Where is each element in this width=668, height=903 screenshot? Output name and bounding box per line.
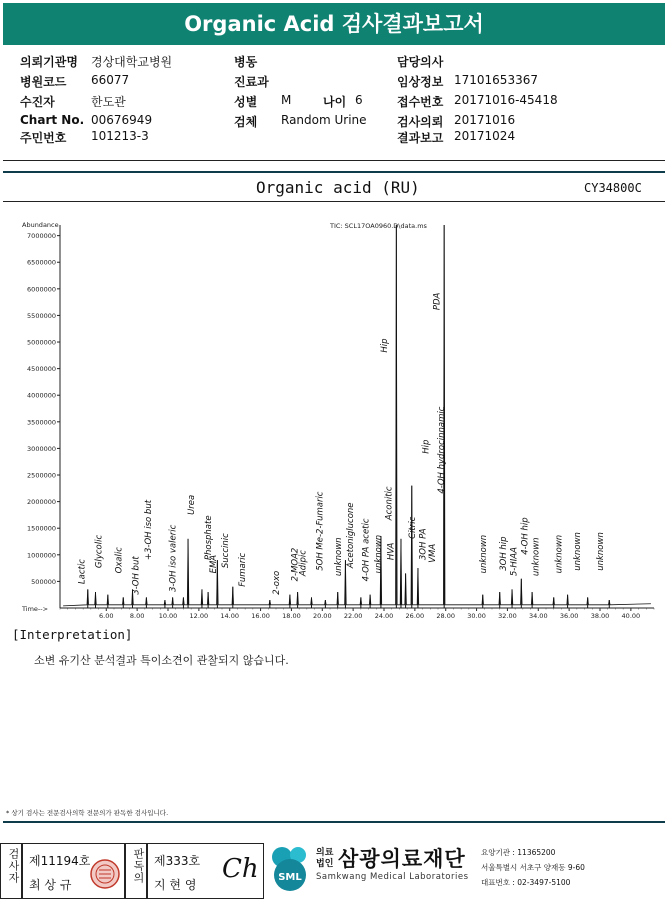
peak-annotation: HVA xyxy=(386,542,397,561)
peak-annotation: Urea xyxy=(187,494,198,515)
patient-field-label: 병원코드 xyxy=(20,75,67,89)
x-tick-label: 38.00 xyxy=(590,612,610,620)
x-tick-label: 34.00 xyxy=(528,612,548,620)
chromatogram-chart xyxy=(0,215,668,620)
peak-annotation: 4-OH hydrocinnamic xyxy=(437,406,448,494)
y-tick-label: 2000000 xyxy=(27,498,56,507)
examiner-license: 제11194호 xyxy=(29,854,91,868)
x-axis-label: Time--> xyxy=(22,605,49,613)
report-heading: Organic acid (RU) xyxy=(256,178,420,197)
patient-field-label: 담당의사 xyxy=(397,55,444,69)
y-tick-label: 4000000 xyxy=(27,391,56,400)
x-tick-label: 32.00 xyxy=(498,612,517,620)
lab-prefix-line2: 법인 xyxy=(316,859,334,869)
lab-prefix xyxy=(316,848,333,870)
divider xyxy=(3,821,665,823)
peak-annotation: Adipic xyxy=(298,550,309,577)
x-tick-label: 22.00 xyxy=(343,612,363,620)
patient-field-label: 성별 xyxy=(234,95,258,109)
lab-info-phone: 대표번호 : 02-3497-5100 xyxy=(481,878,571,887)
patient-field-value: M xyxy=(281,93,292,107)
y-tick-label: 500000 xyxy=(31,577,56,586)
peak-annotation: Oxalic xyxy=(114,547,125,574)
peak-annotation: Hip xyxy=(380,338,391,353)
patient-field-value: 00676949 xyxy=(91,113,153,127)
y-tick-label: 3000000 xyxy=(27,444,56,453)
patient-field-value: Random Urine xyxy=(281,113,367,127)
peak-annotation: PDA xyxy=(432,292,443,311)
y-tick-label: 4500000 xyxy=(27,365,56,374)
divider xyxy=(3,171,665,173)
peak-annotation: unknown xyxy=(478,534,489,574)
peak-annotation: 5-HIAA xyxy=(509,547,520,577)
x-tick-label: 40.00 xyxy=(621,612,641,620)
patient-field-label: 진료과 xyxy=(234,75,269,89)
reviewer-label: 판독의 xyxy=(132,848,145,884)
peak-annotation: Succinic xyxy=(221,533,232,569)
patient-field-label: Chart No. xyxy=(20,113,85,127)
peak-annotation: Citric xyxy=(407,516,418,539)
y-tick-label: 6000000 xyxy=(27,285,56,294)
y-tick-label: 6500000 xyxy=(27,258,56,267)
peak-annotation: Lactic xyxy=(77,559,88,585)
reviewer-label-cell xyxy=(125,843,147,899)
peak-annotation: Aconitic xyxy=(384,486,395,521)
reviewer-name: 지 현 영 xyxy=(154,878,197,892)
examiner-seal-stamp xyxy=(89,858,121,890)
patient-field-label: 임상정보 xyxy=(397,75,444,89)
patient-field-label: 의뢰기관명 xyxy=(20,55,78,69)
interpretation-title: [Interpretation] xyxy=(12,627,133,642)
peak-annotation: unknown xyxy=(572,532,583,571)
patient-field-label: 수진자 xyxy=(20,95,55,109)
patient-field-value: 20171016-45418 xyxy=(454,93,558,107)
peak-annotation: unknown xyxy=(531,537,542,577)
lab-name: 삼광의료재단 xyxy=(338,847,466,871)
patient-field-value: 한도관 xyxy=(91,95,126,109)
age-label: 나이 xyxy=(323,95,347,109)
y-tick-label: 2500000 xyxy=(27,471,56,480)
patient-field-value: 경상대학교병원 xyxy=(91,55,173,69)
x-tick-label: 18.00 xyxy=(282,612,301,620)
reviewer-signature: Ch xyxy=(222,854,259,884)
x-tick-label: 20.00 xyxy=(312,612,332,620)
x-tick-label: 6.00 xyxy=(99,612,114,620)
peak-annotation: 3-OH iso valeric xyxy=(168,524,179,593)
peak-annotation: 3-OH but xyxy=(131,556,142,595)
peak-annotation: Acetoniglucone xyxy=(346,502,357,569)
peak-annotation: 5OH Me-2-Fumaric xyxy=(315,491,326,571)
y-tick-label: 5500000 xyxy=(27,311,56,320)
x-tick-label: 16.00 xyxy=(251,612,270,620)
patient-field-label: 검체 xyxy=(234,115,258,129)
peak-annotation: 3OH PA xyxy=(418,528,429,561)
peak-annotation: 2-oxo xyxy=(272,570,283,595)
patient-field-label: 병동 xyxy=(234,55,258,69)
lab-prefix-line1: 의료 xyxy=(316,848,334,858)
peak-annotation: Hip xyxy=(421,439,432,454)
y-tick-label: 5000000 xyxy=(27,338,56,347)
peak-annotation: Glycolic xyxy=(94,534,105,569)
lab-info-address: 서울특별시 서초구 양재동 9-60 xyxy=(481,863,585,872)
peak-annotation: unknown xyxy=(596,532,607,571)
patient-field-value: 66077 xyxy=(91,73,130,87)
x-tick-label: 10.00 xyxy=(158,612,178,620)
examiner-info-cell xyxy=(22,843,125,899)
x-tick-label: 30.00 xyxy=(467,612,486,620)
y-axis-label: Abundance xyxy=(22,221,59,229)
x-tick-label: 12.00 xyxy=(189,612,209,620)
patient-field-label: 접수번호 xyxy=(397,95,444,109)
examiner-name: 최 상 규 xyxy=(29,878,72,892)
examiner-label-cell xyxy=(0,843,22,899)
age-value: 6 xyxy=(355,93,363,107)
divider xyxy=(3,160,665,161)
interpretation-text: 소변 유기산 분석결과 특이소견이 관찰되지 않습니다. xyxy=(34,654,289,667)
peak-annotation: VMA xyxy=(427,543,438,563)
patient-field-value: 20171024 xyxy=(454,129,516,143)
x-tick-label: 24.00 xyxy=(374,612,394,620)
reviewer-info-cell xyxy=(147,843,264,899)
peak-annotation: unknown xyxy=(373,534,384,574)
patient-field-label: 검사의뢰 xyxy=(397,115,444,129)
lab-name-english: Samkwang Medical Laboratories xyxy=(316,872,469,882)
peak-annotation: 2-MOA2 xyxy=(290,547,301,582)
peak-annotation: Phosphate xyxy=(204,515,215,561)
patient-field-value: 101213-3 xyxy=(91,129,149,143)
sml-logo xyxy=(266,843,316,893)
report-title: Organic Acid 검사결과보고서 xyxy=(3,3,665,45)
peak-annotation: 3OH hip xyxy=(498,536,509,571)
peak-annotation: EMA xyxy=(208,554,219,574)
report-code: CY34800C xyxy=(584,181,642,195)
y-tick-label: 1500000 xyxy=(27,524,56,533)
patient-field-value: 17101653367 xyxy=(454,73,538,87)
divider xyxy=(3,201,665,202)
patient-field-value: 20171016 xyxy=(454,113,516,127)
chart-title: TIC: SCL17OA0960.D\data.ms xyxy=(330,222,427,230)
peak-annotation: 4-OH hip xyxy=(520,517,531,555)
x-tick-label: 28.00 xyxy=(436,612,456,620)
y-tick-label: 3500000 xyxy=(27,418,56,427)
x-tick-label: 8.00 xyxy=(129,612,145,620)
x-tick-label: 26.00 xyxy=(405,612,425,620)
y-tick-label: 1000000 xyxy=(27,551,56,560)
patient-field-label: 결과보고 xyxy=(397,131,444,145)
reviewer-license: 제333호 xyxy=(154,854,201,868)
peak-annotation: unknown xyxy=(554,534,565,574)
y-tick-label: 7000000 xyxy=(27,232,56,241)
lab-info-code: 요양기관 : 11365200 xyxy=(481,848,556,857)
logo-text: SML xyxy=(278,872,302,883)
peak-annotation: unknown xyxy=(333,537,344,577)
patient-field-label: 주민번호 xyxy=(20,131,67,145)
x-tick-label: 14.00 xyxy=(220,612,240,620)
peak-annotation: 4-OH PA acetic xyxy=(361,518,372,582)
examiner-label: 검사자 xyxy=(7,848,20,884)
footnote: * 상기 검사는 전문검사의학 전문의가 판독한 검사입니다. xyxy=(6,809,169,817)
peak-annotation: Fumaric xyxy=(238,552,249,587)
x-tick-label: 36.00 xyxy=(559,612,579,620)
peak-annotation: +3-OH iso but xyxy=(144,499,155,561)
